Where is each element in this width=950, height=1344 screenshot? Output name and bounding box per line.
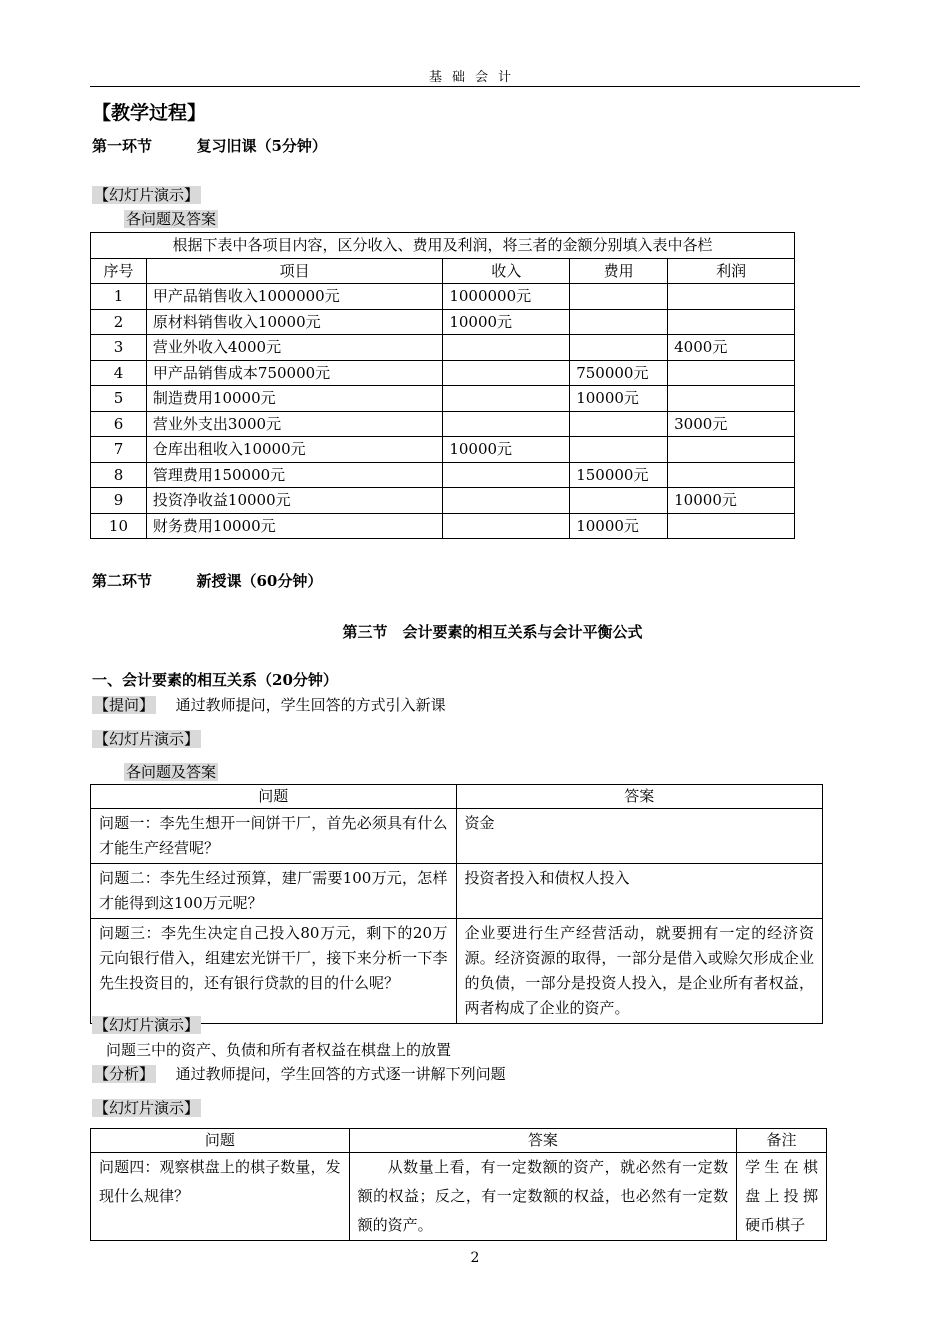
table2-row — [91, 809, 823, 864]
expense-cell — [570, 284, 668, 310]
section1-title: 复习旧课（5分钟） — [196, 137, 327, 155]
table3-row — [91, 1153, 827, 1241]
profit-cell: 10000元 — [668, 488, 795, 514]
table1-caption: 根据下表中各项目内容，区分收入、费用及利润，将三者的金额分别填入表中各栏 — [91, 233, 795, 259]
analysis-tag: 【分析】 — [94, 1065, 155, 1083]
income-cell — [443, 386, 570, 412]
expense-cell — [570, 335, 668, 361]
page-header-title: 基础会计 — [428, 70, 521, 85]
table2-row — [91, 864, 823, 919]
note-cell: 学生在棋盘上投掷硬币棋子 — [737, 1153, 827, 1241]
table1-row — [91, 284, 795, 310]
table1-header: 收入 — [443, 258, 570, 284]
qa-label-2: 各问题及答案 — [126, 763, 217, 781]
teaching-process-heading: 【教学过程】 — [92, 102, 207, 124]
income-cell — [443, 411, 570, 437]
answer-cell: 资金 — [456, 809, 823, 864]
table2-header: 答案 — [456, 785, 823, 809]
table1-row — [91, 462, 795, 488]
profit-cell — [668, 360, 795, 386]
analysis-line — [92, 1063, 506, 1084]
page-number: 2 — [470, 1250, 480, 1266]
item-name: 投资净收益10000元 — [146, 488, 442, 514]
section2-heading — [92, 570, 322, 591]
table1-row — [91, 335, 795, 361]
income-cell — [443, 513, 570, 539]
qa-label-1: 各问题及答案 — [126, 210, 217, 228]
item-name: 营业外收入4000元 — [146, 335, 442, 361]
table1-header: 项目 — [146, 258, 442, 284]
item-name: 原材料销售收入10000元 — [146, 309, 442, 335]
table3-header: 答案 — [349, 1129, 736, 1153]
analysis-table — [90, 1128, 827, 1241]
income-cell: 1000000元 — [443, 284, 570, 310]
table1-row — [91, 488, 795, 514]
income-cell — [443, 360, 570, 386]
expense-cell: 10000元 — [570, 386, 668, 412]
section1-heading — [92, 135, 327, 156]
table1-row — [91, 411, 795, 437]
question-cell: 问题四：观察棋盘上的棋子数量，发现什么规律？ — [91, 1153, 350, 1241]
table1-header: 序号 — [91, 258, 147, 284]
row-number: 8 — [91, 462, 147, 488]
answer-cell: 投资者投入和债权人投入 — [456, 864, 823, 919]
answer-cell: 企业要进行生产经营活动，就要拥有一定的经济资源。经济资源的取得，一部分是借入或赊欠形成企业的负债，一部分是投资人投入，是企业所有者权益，两者构成了企业的资产。 — [456, 919, 823, 1024]
expense-cell — [570, 437, 668, 463]
item-name: 制造费用10000元 — [146, 386, 442, 412]
item-name: 管理费用150000元 — [146, 462, 442, 488]
section1-label: 第一环节 — [92, 137, 153, 155]
chessboard-note: 问题三中的资产、负债和所有者权益在棋盘上的放置 — [106, 1041, 452, 1059]
profit-cell — [668, 437, 795, 463]
income-cell: 10000元 — [443, 309, 570, 335]
row-number: 2 — [91, 309, 147, 335]
expense-cell: 150000元 — [570, 462, 668, 488]
profit-cell — [668, 284, 795, 310]
expense-cell — [570, 411, 668, 437]
table2-header: 问题 — [91, 785, 457, 809]
row-number: 3 — [91, 335, 147, 361]
question-cell: 问题三：李先生决定自己投入80万元，剩下的20万元向银行借入，组建宏光饼干厂，接下来分析一下李先生投资目的，还有银行贷款的目的什么呢？ — [91, 919, 457, 1024]
income-expense-table — [90, 232, 795, 539]
expense-cell — [570, 309, 668, 335]
table1-header: 利润 — [668, 258, 795, 284]
table1-row — [91, 437, 795, 463]
profit-cell — [668, 386, 795, 412]
slide-tag-3: 【幻灯片演示】 — [94, 1016, 200, 1034]
profit-cell — [668, 309, 795, 335]
item-name: 甲产品销售收入1000000元 — [146, 284, 442, 310]
table2-row — [91, 919, 823, 1024]
income-cell — [443, 488, 570, 514]
expense-cell: 750000元 — [570, 360, 668, 386]
slide-tag-2: 【幻灯片演示】 — [94, 730, 200, 748]
section2-title: 新授课（60分钟） — [196, 572, 323, 590]
expense-cell — [570, 488, 668, 514]
profit-cell: 4000元 — [668, 335, 795, 361]
item-name: 营业外支出3000元 — [146, 411, 442, 437]
income-cell — [443, 335, 570, 361]
row-number: 10 — [91, 513, 147, 539]
slide-tag-1: 【幻灯片演示】 — [94, 186, 200, 204]
row-number: 5 — [91, 386, 147, 412]
income-cell: 10000元 — [443, 437, 570, 463]
row-number: 6 — [91, 411, 147, 437]
table3-header: 备注 — [737, 1129, 827, 1153]
table1-row — [91, 360, 795, 386]
subheading: 一、会计要素的相互关系（20分钟） — [92, 671, 338, 689]
profit-cell: 3000元 — [668, 411, 795, 437]
table1-row — [91, 386, 795, 412]
row-number: 1 — [91, 284, 147, 310]
expense-cell: 10000元 — [570, 513, 668, 539]
ask-text: 通过教师提问，学生回答的方式引入新课 — [175, 696, 446, 714]
item-name: 仓库出租收入10000元 — [146, 437, 442, 463]
slide-tag-4: 【幻灯片演示】 — [94, 1099, 200, 1117]
item-name: 甲产品销售成本750000元 — [146, 360, 442, 386]
section2-label: 第二环节 — [92, 572, 153, 590]
table1-row — [91, 513, 795, 539]
center-title: 第三节 会计要素的相互关系与会计平衡公式 — [342, 623, 643, 641]
row-number: 9 — [91, 488, 147, 514]
question-cell: 问题一：李先生想开一间饼干厂，首先必须具有什么才能生产经营呢？ — [91, 809, 457, 864]
profit-cell — [668, 513, 795, 539]
question-cell: 问题二：李先生经过预算，建厂需要100万元，怎样才能得到这100万元呢？ — [91, 864, 457, 919]
table3-header: 问题 — [91, 1129, 350, 1153]
table1-row — [91, 309, 795, 335]
ask-tag: 【提问】 — [94, 696, 155, 714]
answer-cell: 从数量上看，有一定数额的资产，就必然有一定数额的权益；反之，有一定数额的权益，也必然有一定数额的资产。 — [349, 1153, 736, 1241]
item-name: 财务费用10000元 — [146, 513, 442, 539]
qa-table — [90, 784, 823, 1024]
analysis-text: 通过教师提问，学生回答的方式逐一讲解下列问题 — [175, 1065, 506, 1083]
header-rule — [90, 86, 860, 87]
income-cell — [443, 462, 570, 488]
row-number: 4 — [91, 360, 147, 386]
profit-cell — [668, 462, 795, 488]
table1-header: 费用 — [570, 258, 668, 284]
row-number: 7 — [91, 437, 147, 463]
ask-line — [92, 694, 446, 715]
